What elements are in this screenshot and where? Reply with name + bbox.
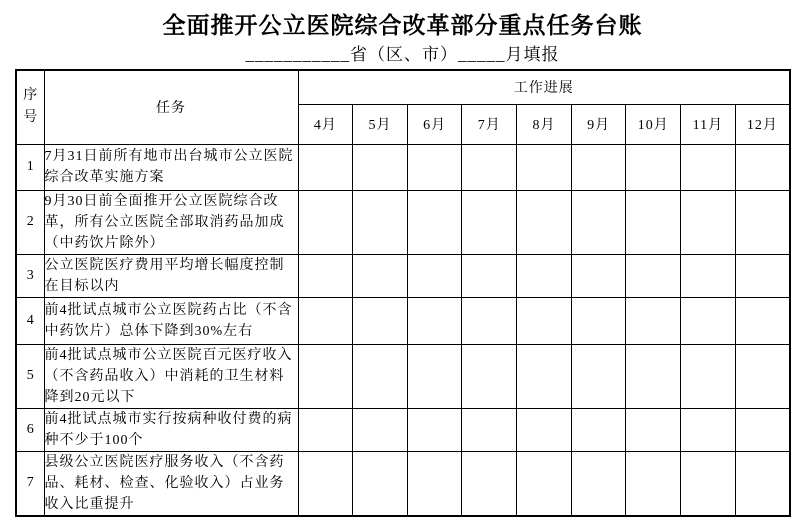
- row-number: 3: [16, 254, 44, 297]
- task-cell: 县级公立医院医疗服务收入（不含药品、耗材、检查、化验收入）占业务收入比重提升: [44, 451, 298, 516]
- row-number: 6: [16, 408, 44, 451]
- progress-cell[interactable]: [517, 144, 572, 190]
- progress-cell[interactable]: [462, 254, 517, 297]
- progress-cell[interactable]: [298, 254, 353, 297]
- progress-cell[interactable]: [298, 344, 353, 408]
- progress-cell[interactable]: [517, 408, 572, 451]
- progress-cell[interactable]: [298, 451, 353, 516]
- col-header-month-8: 8月: [517, 104, 572, 144]
- progress-cell[interactable]: [462, 344, 517, 408]
- table-row: [16, 297, 790, 344]
- table-row: [16, 344, 790, 408]
- task-cell: 公立医院医疗费用平均增长幅度控制在目标以内: [44, 254, 298, 297]
- progress-cell[interactable]: [353, 144, 408, 190]
- progress-cell[interactable]: [298, 408, 353, 451]
- progress-cell[interactable]: [681, 144, 736, 190]
- province-blank-line: ___________: [245, 45, 350, 64]
- row-number: 4: [16, 297, 44, 344]
- row-number: 1: [16, 144, 44, 190]
- progress-cell[interactable]: [626, 254, 681, 297]
- table-row: [16, 254, 790, 297]
- progress-cell[interactable]: [681, 297, 736, 344]
- row-number: 2: [16, 190, 44, 254]
- progress-cell[interactable]: [407, 254, 462, 297]
- progress-cell[interactable]: [735, 344, 790, 408]
- progress-cell[interactable]: [681, 190, 736, 254]
- progress-cell[interactable]: [626, 344, 681, 408]
- progress-cell[interactable]: [571, 451, 626, 516]
- col-header-month-4: 4月: [298, 104, 353, 144]
- progress-cell[interactable]: [353, 297, 408, 344]
- table-row: [16, 408, 790, 451]
- col-header-month-9: 9月: [571, 104, 626, 144]
- progress-cell[interactable]: [735, 144, 790, 190]
- progress-cell[interactable]: [353, 344, 408, 408]
- progress-cell[interactable]: [462, 408, 517, 451]
- page-subtitle: [0, 43, 805, 66]
- progress-cell[interactable]: [681, 408, 736, 451]
- progress-cell[interactable]: [462, 297, 517, 344]
- month-report-label: 月填报: [505, 45, 560, 64]
- progress-cell[interactable]: [626, 297, 681, 344]
- task-cell: 前4批试点城市实行按病种收付费的病种不少于100个: [44, 408, 298, 451]
- col-header-seq: 序号: [16, 70, 44, 144]
- col-header-task: 任务: [44, 70, 298, 144]
- progress-cell[interactable]: [407, 451, 462, 516]
- progress-cell[interactable]: [407, 344, 462, 408]
- task-cell: 7月31日前所有地市出台城市公立医院综合改革实施方案: [44, 144, 298, 190]
- progress-cell[interactable]: [353, 190, 408, 254]
- progress-cell[interactable]: [517, 297, 572, 344]
- col-header-month-6: 6月: [407, 104, 462, 144]
- progress-cell[interactable]: [681, 344, 736, 408]
- progress-cell[interactable]: [626, 451, 681, 516]
- progress-cell[interactable]: [571, 408, 626, 451]
- progress-cell[interactable]: [681, 254, 736, 297]
- task-ledger-table: [15, 69, 791, 517]
- progress-cell[interactable]: [298, 144, 353, 190]
- progress-cell[interactable]: [517, 190, 572, 254]
- col-header-month-12: 12月: [735, 104, 790, 144]
- progress-cell[interactable]: [626, 144, 681, 190]
- progress-cell[interactable]: [407, 297, 462, 344]
- progress-cell[interactable]: [298, 190, 353, 254]
- col-header-month-5: 5月: [353, 104, 408, 144]
- progress-cell[interactable]: [571, 144, 626, 190]
- progress-cell[interactable]: [571, 254, 626, 297]
- progress-cell[interactable]: [571, 344, 626, 408]
- progress-cell[interactable]: [353, 254, 408, 297]
- progress-cell[interactable]: [462, 144, 517, 190]
- col-header-month-7: 7月: [462, 104, 517, 144]
- progress-cell[interactable]: [407, 144, 462, 190]
- progress-cell[interactable]: [298, 297, 353, 344]
- progress-cell[interactable]: [735, 451, 790, 516]
- task-cell: 前4批试点城市公立医院百元医疗收入（不含药品收入）中消耗的卫生材料降到20元以下: [44, 344, 298, 408]
- row-number: 7: [16, 451, 44, 516]
- progress-cell[interactable]: [462, 451, 517, 516]
- progress-cell[interactable]: [735, 190, 790, 254]
- progress-cell[interactable]: [735, 254, 790, 297]
- col-header-month-10: 10月: [626, 104, 681, 144]
- task-cell: 前4批试点城市公立医院药占比（不含中药饮片）总体下降到30%左右: [44, 297, 298, 344]
- progress-cell[interactable]: [517, 254, 572, 297]
- table-row: [16, 144, 790, 190]
- progress-cell[interactable]: [407, 408, 462, 451]
- row-number: 5: [16, 344, 44, 408]
- progress-cell[interactable]: [353, 451, 408, 516]
- progress-cell[interactable]: [681, 451, 736, 516]
- progress-cell[interactable]: [735, 408, 790, 451]
- progress-cell[interactable]: [571, 297, 626, 344]
- progress-cell[interactable]: [407, 190, 462, 254]
- progress-cell[interactable]: [735, 297, 790, 344]
- col-header-month-11: 11月: [681, 104, 736, 144]
- progress-cell[interactable]: [517, 344, 572, 408]
- table-row: [16, 451, 790, 516]
- task-cell: 9月30日前全面推开公立医院综合改革，所有公立医院全部取消药品加成（中药饮片除外）: [44, 190, 298, 254]
- progress-cell[interactable]: [626, 190, 681, 254]
- page-title: 全面推开公立医院综合改革部分重点任务台账: [162, 13, 643, 38]
- table-row: [16, 190, 790, 254]
- progress-cell[interactable]: [462, 190, 517, 254]
- month-blank-line: _____: [458, 45, 506, 64]
- progress-cell[interactable]: [571, 190, 626, 254]
- progress-cell[interactable]: [626, 408, 681, 451]
- col-header-progress: 工作进展: [298, 70, 790, 104]
- progress-cell[interactable]: [353, 408, 408, 451]
- header-row-top: [16, 70, 790, 104]
- province-label: 省（区、市）: [350, 45, 458, 64]
- progress-cell[interactable]: [517, 451, 572, 516]
